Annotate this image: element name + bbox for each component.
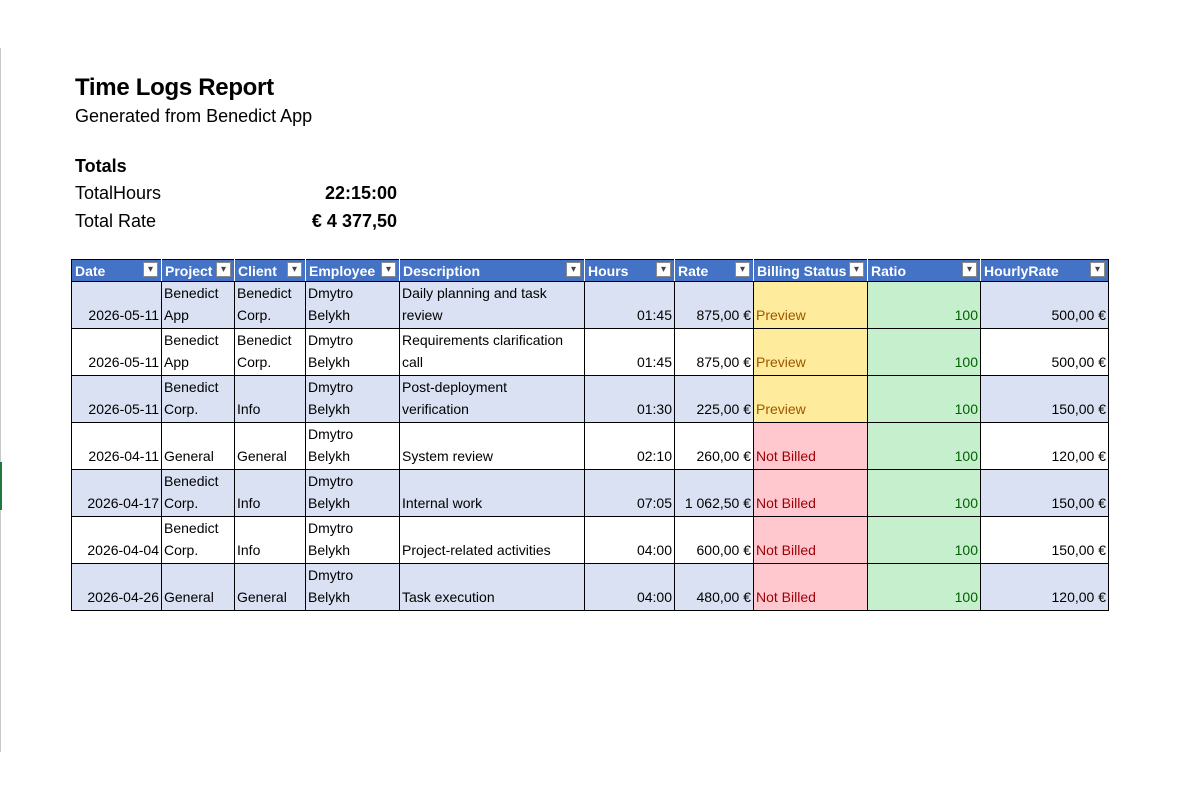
cell-line: Benedict: [164, 332, 219, 348]
cell-billing-status[interactable]: Preview: [754, 376, 868, 423]
cell-line: review: [402, 307, 443, 323]
total-rate-label: Total Rate: [75, 211, 157, 231]
chevron-down-icon[interactable]: ▾: [735, 262, 750, 277]
cell-ratio[interactable]: 100: [868, 282, 981, 329]
cell-date[interactable]: 2026-04-04: [72, 517, 162, 564]
column-header-label: HourlyRate: [984, 262, 1059, 279]
cell-project[interactable]: [162, 282, 235, 329]
cell-ratio[interactable]: 100: [868, 376, 981, 423]
cell-rate[interactable]: 875,00 €: [675, 282, 754, 329]
table-row: [72, 376, 1109, 423]
cell-line: Info: [237, 495, 261, 511]
cell-line: Belykh: [308, 354, 351, 370]
cell-description[interactable]: [400, 470, 585, 517]
cell-ratio[interactable]: 100: [868, 564, 981, 611]
cell-line: Internal work: [402, 495, 483, 511]
cell-line: Benedict: [237, 285, 292, 301]
cell-rate[interactable]: 225,00 €: [675, 376, 754, 423]
cell-billing-status[interactable]: Not Billed: [754, 564, 868, 611]
cell-employee[interactable]: [306, 329, 400, 376]
cell-line: Dmytro: [308, 426, 354, 442]
cell-hours[interactable]: 01:30: [585, 376, 675, 423]
cell-line: Belykh: [308, 542, 351, 558]
cell-line: Benedict: [164, 285, 219, 301]
cell-description[interactable]: [400, 329, 585, 376]
cell-employee[interactable]: [306, 564, 400, 611]
cell-ratio[interactable]: 100: [868, 470, 981, 517]
cell-line: Daily planning and task: [402, 285, 547, 301]
total-rate-row: [75, 211, 405, 237]
cell-hourly-rate[interactable]: 120,00 €: [981, 423, 1109, 470]
column-header-client[interactable]: [235, 260, 306, 282]
cell-billing-status[interactable]: Preview: [754, 329, 868, 376]
cell-hourly-rate[interactable]: 150,00 €: [981, 470, 1109, 517]
column-header-label: Project: [165, 262, 213, 279]
table-header-row: [72, 260, 1109, 282]
column-header-description[interactable]: [400, 260, 585, 282]
cell-line: App: [164, 307, 189, 323]
chevron-down-icon[interactable]: ▾: [656, 262, 671, 277]
cell-date[interactable]: 2026-05-11: [72, 376, 162, 423]
cell-line: Belykh: [308, 589, 351, 605]
cell-employee[interactable]: [306, 423, 400, 470]
cell-employee[interactable]: [306, 376, 400, 423]
cell-line: App: [164, 354, 189, 370]
cell-client[interactable]: [235, 329, 306, 376]
cell-hourly-rate[interactable]: 500,00 €: [981, 329, 1109, 376]
cell-ratio[interactable]: 100: [868, 517, 981, 564]
table-row: [72, 329, 1109, 376]
cell-line: General: [164, 448, 214, 464]
cell-description[interactable]: [400, 376, 585, 423]
cell-rate[interactable]: 875,00 €: [675, 329, 754, 376]
cell-line: Corp.: [164, 401, 199, 417]
cell-hours[interactable]: 04:00: [585, 517, 675, 564]
cell-line: Corp.: [237, 354, 272, 370]
cell-rate[interactable]: 260,00 €: [675, 423, 754, 470]
cell-client[interactable]: [235, 470, 306, 517]
cell-client[interactable]: [235, 423, 306, 470]
cell-project[interactable]: [162, 329, 235, 376]
cell-client[interactable]: [235, 282, 306, 329]
cell-line: Benedict: [164, 520, 219, 536]
table-row: [72, 423, 1109, 470]
cell-employee[interactable]: [306, 470, 400, 517]
cell-line: Post-deployment: [402, 379, 508, 395]
cell-line: Info: [237, 401, 261, 417]
cell-rate[interactable]: 480,00 €: [675, 564, 754, 611]
cell-hours[interactable]: 01:45: [585, 282, 675, 329]
column-header-label: Hours: [588, 262, 629, 279]
cell-project[interactable]: [162, 517, 235, 564]
cell-hourly-rate[interactable]: 150,00 €: [981, 517, 1109, 564]
cell-line: Dmytro: [308, 332, 354, 348]
report-subtitle: Generated from Benedict App: [75, 106, 313, 126]
cell-employee[interactable]: [306, 517, 400, 564]
cell-billing-status[interactable]: Not Billed: [754, 470, 868, 517]
cell-line: Dmytro: [308, 285, 354, 301]
column-header-label: Rate: [678, 262, 709, 279]
cell-date[interactable]: 2026-05-11: [72, 282, 162, 329]
column-header-billing-status[interactable]: [754, 260, 868, 282]
column-header-employee[interactable]: [306, 260, 400, 282]
column-header-label: Date: [75, 262, 106, 279]
table-row: [72, 564, 1109, 611]
sheet-selection-marker: [0, 462, 2, 510]
cell-date[interactable]: 2026-04-11: [72, 423, 162, 470]
cell-line: Dmytro: [308, 520, 354, 536]
column-header-ratio[interactable]: [868, 260, 981, 282]
cell-line: verification: [402, 401, 469, 417]
cell-line: Project-related activities: [402, 542, 551, 558]
cell-hours[interactable]: 04:00: [585, 564, 675, 611]
chevron-down-icon[interactable]: ▾: [287, 262, 302, 277]
chevron-down-icon[interactable]: ▾: [381, 262, 396, 277]
cell-rate[interactable]: 1 062,50 €: [675, 470, 754, 517]
cell-line: Task execution: [402, 589, 495, 605]
cell-client[interactable]: [235, 376, 306, 423]
cell-employee[interactable]: [306, 282, 400, 329]
total-hours-value: 22:15:00: [324, 183, 397, 203]
report-title: Time Logs Report: [75, 74, 274, 101]
column-header-label: Billing Status: [757, 262, 847, 279]
table-row: [72, 470, 1109, 517]
chevron-down-icon[interactable]: ▾: [143, 262, 158, 277]
cell-ratio[interactable]: 100: [868, 423, 981, 470]
cell-billing-status[interactable]: Not Billed: [754, 517, 868, 564]
column-header-hourly-rate[interactable]: [981, 260, 1109, 282]
table-row: [72, 282, 1109, 329]
column-header-project[interactable]: [162, 260, 235, 282]
chevron-down-icon[interactable]: ▾: [962, 262, 977, 277]
cell-hourly-rate[interactable]: 500,00 €: [981, 282, 1109, 329]
cell-line: call: [402, 354, 424, 370]
column-header-date[interactable]: [72, 260, 162, 282]
column-header-label: Employee: [309, 262, 376, 279]
cell-project[interactable]: [162, 470, 235, 517]
column-header-label: Description: [403, 262, 481, 279]
column-header-rate[interactable]: [675, 260, 754, 282]
chevron-down-icon[interactable]: ▾: [849, 262, 864, 277]
cell-line: Benedict: [164, 473, 219, 489]
cell-project[interactable]: [162, 564, 235, 611]
cell-line: General: [164, 589, 214, 605]
cell-line: Dmytro: [308, 473, 354, 489]
cell-line: Corp.: [237, 307, 272, 323]
cell-hourly-rate[interactable]: 120,00 €: [981, 564, 1109, 611]
total-rate-value: € 4 377,50: [311, 211, 397, 231]
cell-rate[interactable]: 600,00 €: [675, 517, 754, 564]
cell-project[interactable]: [162, 376, 235, 423]
sheet-left-border: [0, 48, 1, 752]
cell-hours[interactable]: 01:45: [585, 329, 675, 376]
cell-line: Belykh: [308, 307, 351, 323]
cell-line: Belykh: [308, 495, 351, 511]
cell-description[interactable]: [400, 282, 585, 329]
cell-line: Benedict: [164, 379, 219, 395]
cell-line: System review: [402, 448, 494, 464]
cell-line: Info: [237, 542, 261, 558]
cell-line: Dmytro: [308, 567, 354, 583]
time-logs-table: [71, 259, 1109, 611]
cell-line: Requirements clarification: [402, 332, 564, 348]
chevron-down-icon[interactable]: ▾: [216, 262, 231, 277]
cell-line: General: [237, 448, 287, 464]
cell-date[interactable]: 2026-05-11: [72, 329, 162, 376]
column-header-hours[interactable]: [585, 260, 675, 282]
cell-date[interactable]: 2026-04-26: [72, 564, 162, 611]
cell-line: Belykh: [308, 401, 351, 417]
cell-ratio[interactable]: 100: [868, 329, 981, 376]
chevron-down-icon[interactable]: ▾: [566, 262, 581, 277]
cell-hours[interactable]: 07:05: [585, 470, 675, 517]
totals-heading: Totals: [75, 156, 127, 176]
cell-line: Corp.: [164, 495, 199, 511]
table-row: [72, 517, 1109, 564]
cell-client[interactable]: [235, 564, 306, 611]
cell-line: Benedict: [237, 332, 292, 348]
total-hours-label: TotalHours: [75, 183, 162, 203]
cell-date[interactable]: 2026-04-17: [72, 470, 162, 517]
cell-line: General: [237, 589, 287, 605]
total-hours-row: [75, 183, 405, 209]
cell-hours[interactable]: 02:10: [585, 423, 675, 470]
cell-project[interactable]: [162, 423, 235, 470]
cell-description[interactable]: [400, 423, 585, 470]
column-header-label: Client: [238, 262, 277, 279]
cell-description[interactable]: [400, 517, 585, 564]
cell-line: Corp.: [164, 542, 199, 558]
cell-line: Belykh: [308, 448, 351, 464]
cell-description[interactable]: [400, 564, 585, 611]
cell-billing-status[interactable]: Not Billed: [754, 423, 868, 470]
chevron-down-icon[interactable]: ▾: [1090, 262, 1105, 277]
cell-billing-status[interactable]: Preview: [754, 282, 868, 329]
cell-line: Dmytro: [308, 379, 354, 395]
column-header-label: Ratio: [871, 262, 906, 279]
cell-client[interactable]: [235, 517, 306, 564]
cell-hourly-rate[interactable]: 150,00 €: [981, 376, 1109, 423]
